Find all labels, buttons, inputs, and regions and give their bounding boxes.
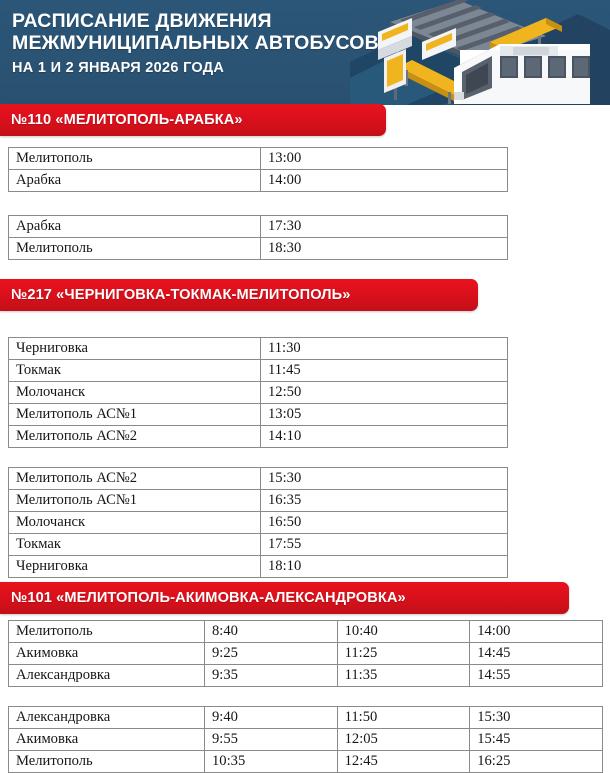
- table-row: [9, 148, 508, 170]
- schedule-table-110-outbound: [8, 147, 508, 192]
- departure-time: 12:45: [337, 751, 470, 773]
- departure-time: 14:45: [470, 643, 603, 665]
- schedule-table-101-outbound: [8, 620, 603, 687]
- route-banner-label: №110 «МЕЛИТОПОЛЬ-АРАБКА»: [11, 112, 243, 128]
- stop-name: Черниговка: [9, 338, 261, 360]
- table-row: [9, 707, 603, 729]
- route-banner-label: №101 «МЕЛИТОПОЛЬ-АКИМОВКА-АЛЕКСАНДРОВКА»: [11, 590, 406, 606]
- table-row: [9, 468, 508, 490]
- departure-time: 15:30: [261, 468, 508, 490]
- table-row: [9, 512, 508, 534]
- route-banner-110: [0, 104, 386, 136]
- route-banner-101: [0, 582, 569, 614]
- table-row: [9, 643, 603, 665]
- departure-time: 15:30: [470, 707, 603, 729]
- stop-name: Мелитополь: [9, 148, 261, 170]
- schedule-table-101-return: [8, 706, 603, 773]
- schedule-table-110-return: [8, 215, 508, 260]
- departure-time: 12:50: [261, 382, 508, 404]
- route-banner-label: №217 «ЧЕРНИГОВКА-ТОКМАК-МЕЛИТОПОЛЬ»: [11, 287, 351, 303]
- stop-name: Мелитополь: [9, 238, 261, 260]
- stop-name: Мелитополь: [9, 751, 205, 773]
- departure-time: 14:10: [261, 426, 508, 448]
- route-banner-217: [0, 279, 478, 311]
- departure-time: 9:55: [205, 729, 338, 751]
- departure-time: 14:00: [470, 621, 603, 643]
- stop-name: Арабка: [9, 170, 261, 192]
- table-row: [9, 360, 508, 382]
- departure-time: 15:45: [470, 729, 603, 751]
- departure-time: 10:35: [205, 751, 338, 773]
- stop-name: Арабка: [9, 216, 261, 238]
- departure-time: 14:00: [261, 170, 508, 192]
- schedule-table-217-return: [8, 467, 508, 578]
- table-row: [9, 751, 603, 773]
- stop-name: Мелитополь: [9, 621, 205, 643]
- departure-time: 18:30: [261, 238, 508, 260]
- stop-name: Акимовка: [9, 643, 205, 665]
- table-row: [9, 426, 508, 448]
- stop-name: Александровка: [9, 707, 205, 729]
- table-row: [9, 238, 508, 260]
- schedule-table-217-outbound: [8, 337, 508, 448]
- departure-time: 16:25: [470, 751, 603, 773]
- table-row: [9, 621, 603, 643]
- departure-time: 17:55: [261, 534, 508, 556]
- departure-time: 16:35: [261, 490, 508, 512]
- departure-time: 12:05: [337, 729, 470, 751]
- departure-time: 13:05: [261, 404, 508, 426]
- stop-name: Мелитополь АС№2: [9, 426, 261, 448]
- departure-time: 11:45: [261, 360, 508, 382]
- stop-name: Токмак: [9, 360, 261, 382]
- page-title-line-2: МЕЖМУНИЦИПАЛЬНЫХ АВТОБУСОВ: [12, 32, 379, 54]
- table-row: [9, 170, 508, 192]
- table-row: [9, 729, 603, 751]
- bus-stop-illustration: [350, 0, 610, 105]
- departure-time: 11:30: [261, 338, 508, 360]
- table-row: [9, 382, 508, 404]
- departure-time: 18:10: [261, 556, 508, 578]
- table-row: [9, 216, 508, 238]
- table-row: [9, 404, 508, 426]
- departure-time: 11:25: [337, 643, 470, 665]
- page-title-line-1: РАСПИСАНИЕ ДВИЖЕНИЯ: [12, 10, 272, 32]
- table-row: [9, 338, 508, 360]
- departure-time: 10:40: [337, 621, 470, 643]
- stop-name: Мелитополь АС№2: [9, 468, 261, 490]
- table-row: [9, 534, 508, 556]
- stop-name: Токмак: [9, 534, 261, 556]
- header-text-block: [12, 10, 379, 76]
- stop-name: Молочанск: [9, 382, 261, 404]
- departure-time: 17:30: [261, 216, 508, 238]
- departure-time: 9:35: [205, 665, 338, 687]
- departure-time: 9:25: [205, 643, 338, 665]
- stop-name: Молочанск: [9, 512, 261, 534]
- departure-time: 8:40: [205, 621, 338, 643]
- table-row: [9, 556, 508, 578]
- stop-name: Мелитополь АС№1: [9, 490, 261, 512]
- stop-name: Мелитополь АС№1: [9, 404, 261, 426]
- table-row: [9, 490, 508, 512]
- departure-time: 13:00: [261, 148, 508, 170]
- departure-time: 9:40: [205, 707, 338, 729]
- stop-name: Черниговка: [9, 556, 261, 578]
- page-subtitle: НА 1 И 2 ЯНВАРЯ 2026 ГОДА: [12, 60, 225, 76]
- stop-name: Александровка: [9, 665, 205, 687]
- poster-header: [0, 0, 610, 105]
- table-row: [9, 665, 603, 687]
- departure-time: 11:50: [337, 707, 470, 729]
- stop-name: Акимовка: [9, 729, 205, 751]
- departure-time: 11:35: [337, 665, 470, 687]
- departure-time: 16:50: [261, 512, 508, 534]
- departure-time: 14:55: [470, 665, 603, 687]
